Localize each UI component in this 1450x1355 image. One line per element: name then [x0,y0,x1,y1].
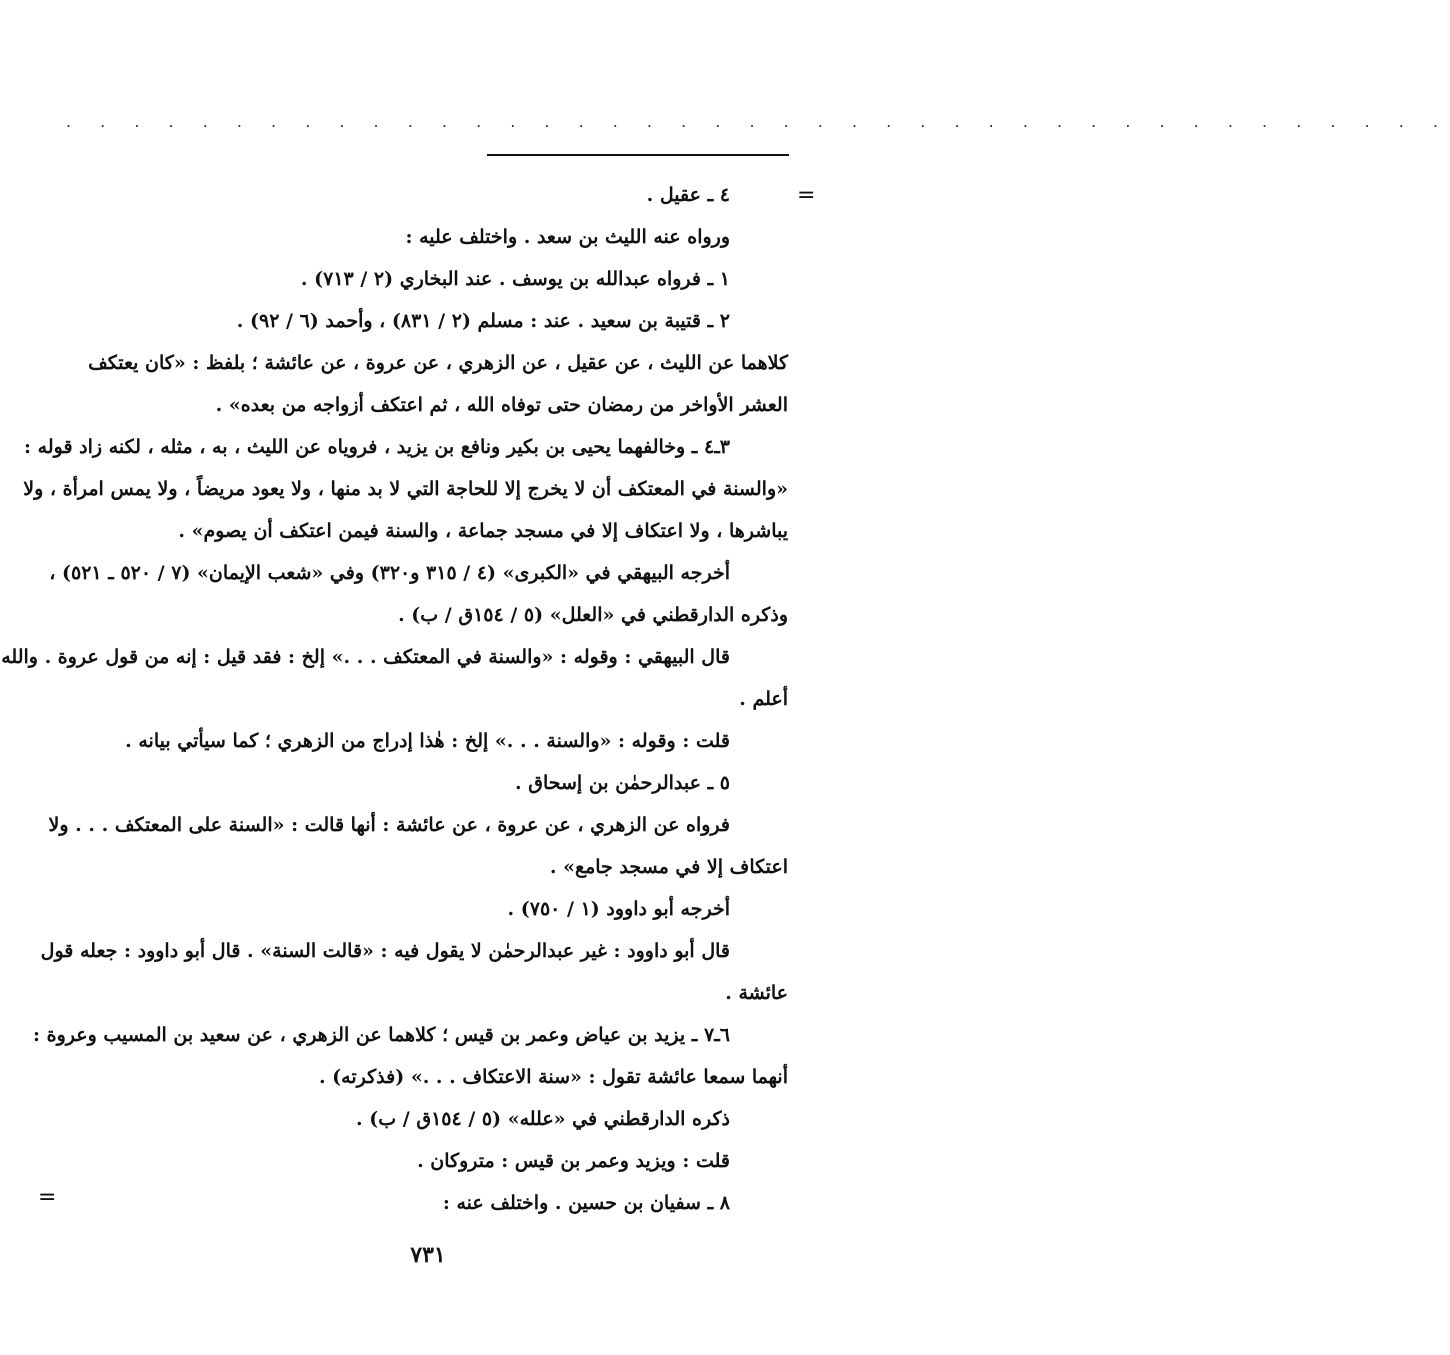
margin-mark-top: = [797,183,816,208]
text-line: كلاهما عن الليث ، عن عقيل ، عن الزهري ، عن عروة ، عن عائشة ؛ بلفظ : «كان يعتكف [88,352,788,374]
page-body [1,174,788,1224]
text-line: العشر الأواخر من رمضان حتى توفاه الله ، ثم اعتكف أزواجه من بعده» . [215,394,788,416]
text-line: قلت : ويزيد وعمر بن قيس : متروكان . [417,1150,730,1172]
margin-mark-bottom: = [38,1185,57,1210]
text-line: قال أبو داوود : غير عبدالرحمٰن لا يقول فيه : «قالت السنة» . قال أبو داوود : جعله قول [40,940,730,962]
text-line: أنهما سمعا عائشة تقول : «سنة الاعتكاف . . .» (فذكرته) . [318,1066,788,1088]
text-line: وذكره الدارقطني في «العلل» (٥ / ١٥٤ق / ب) . [398,604,788,626]
section-heading: ٤ ـ عقيل . [646,184,730,206]
text-line: أخرجه أبو داوود (١ / ٧٥٠) . [507,898,730,920]
text-line: «والسنة في المعتكف أن لا يخرج إلا للحاجة التي لا بد منها ، ولا يعود مريضاً ، ولا يمس امرأة ، ولا [23,478,788,500]
text-line: ورواه عنه الليث بن سعد . واختلف عليه : [405,226,730,248]
header-dotted-line: . . . . . . . . . . . . . . . . . . . . . . . . . . . . . . . . . . . . . . . . . [66,112,1450,131]
text-line: ٢ ـ قتيبة بن سعيد . عند : مسلم (٢ / ٨٣١) ، وأحمد (٦ / ٩٢) . [236,310,730,332]
text-line: ١ ـ فرواه عبدالله بن يوسف . عند البخاري (٢ / ٧١٣) . [300,268,730,290]
section-heading: ٥ ـ عبدالرحمٰن بن إسحاق . [514,772,730,794]
text-line: أخرجه البيهقي في «الكبرى» (٤ / ٣١٥ و٣٢٠) وفي «شعب الإيمان» (٧ / ٥٢٠ ـ ٥٢١) ، [49,562,730,584]
text-line: أعلم . [739,688,788,710]
text-line: قال البيهقي : وقوله : «والسنة في المعتكف . . .» إلخ : فقد قيل : إنه من قول عروة . والله [1,646,730,668]
text-line: قلت : وقوله : «والسنة . . .» إلخ : هٰذا إدراج من الزهري ؛ كما سيأتي بيانه . [125,730,730,752]
text-line: ذكره الدارقطني في «علله» (٥ / ١٥٤ق / ب) . [356,1108,730,1130]
text-line: عائشة . [725,982,788,1004]
text-line: فرواه عن الزهري ، عن عروة ، عن عائشة : أنها قالت : «السنة على المعتكف . . . ولا [48,814,730,836]
text-line: اعتكاف إلا في مسجد جامع» . [549,856,788,878]
section-heading: ٨ ـ سفيان بن حسين . واختلف عنه : [442,1192,730,1214]
header-rule [487,154,789,156]
text-line: ٣ـ٤ ـ وخالفهما يحيى بن بكير ونافع بن يزيد ، فروياه عن الليث ، به ، مثله ، لكنه زاد قوله : [24,436,730,458]
page-number: ٧٣١ [410,1242,446,1268]
text-line: يباشرها ، ولا اعتكاف إلا في مسجد جماعة ، والسنة فيمن اعتكف أن يصوم» . [178,520,788,542]
section-heading: ٦ـ٧ ـ يزيد بن عياض وعمر بن قيس ؛ كلاهما عن الزهري ، عن سعيد بن المسيب وعروة : [33,1024,730,1046]
